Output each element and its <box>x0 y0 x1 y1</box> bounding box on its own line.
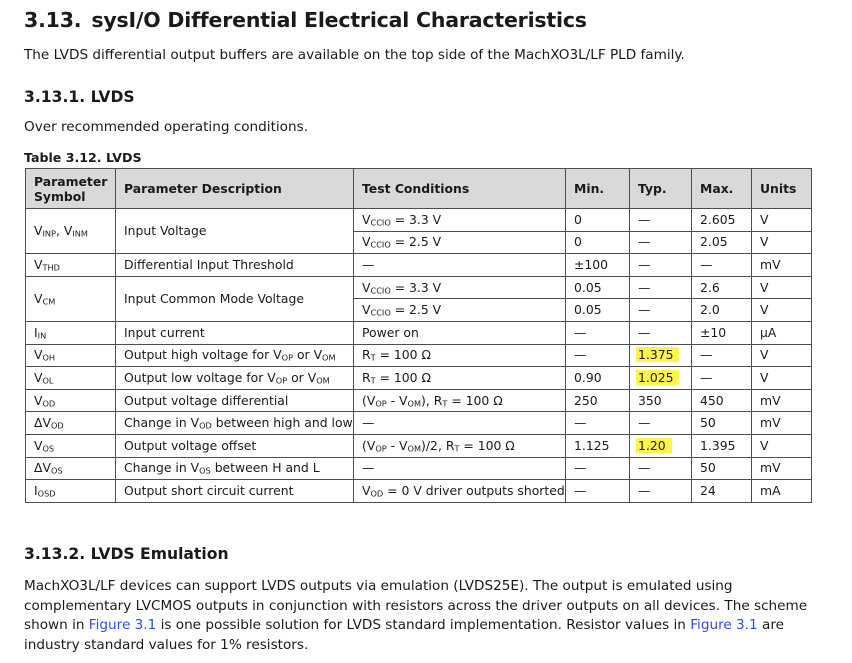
symbol-cell: $V_{OS}$ <box>26 434 116 457</box>
min-cell: — <box>566 344 630 367</box>
typ-cell: — <box>630 299 692 322</box>
table-row <box>26 254 812 277</box>
intro-text: The LVDS differential output buffers are available on the top side of the MachXO3L/LF PLD family. <box>24 47 685 63</box>
units-cell: V <box>752 209 812 232</box>
typ-cell: — <box>630 480 692 503</box>
units-cell: mA <box>752 480 812 503</box>
max-cell: — <box>692 254 752 277</box>
section-title: sysI/O Differential Electrical Characteristics <box>91 8 587 32</box>
min-cell: 0.05 <box>566 299 630 322</box>
description-cell: Change in $V_{OS}$ between H and L <box>116 457 354 480</box>
typ-cell: 350 <box>630 389 692 412</box>
paragraph-line: shown in Figure 3.1 is one possible solution for LVDS standard implementation. Resistor values in Figure 3.1 are <box>24 617 784 634</box>
min-cell: ±100 <box>566 254 630 277</box>
conditions-cell: $R_T = 100$ Ω <box>354 344 566 367</box>
units-cell: V <box>752 299 812 322</box>
typ-cell <box>630 344 692 367</box>
conditions-cell: $(V_{OP} - V_{OM})/2$, $R_T = 100$ Ω <box>354 434 566 457</box>
units-cell: μA <box>752 321 812 344</box>
description-cell: Input current <box>116 321 354 344</box>
min-cell: — <box>566 480 630 503</box>
description-cell: Input Voltage <box>116 209 354 254</box>
symbol-cell: $\Delta V_{OD}$ <box>26 412 116 435</box>
paragraph-line: MachXO3L/LF devices can support LVDS outputs via emulation (LVDS25E). The output is emulated using <box>24 578 733 594</box>
description-cell: Output short circuit current <box>116 480 354 503</box>
conditions-cell: $V_{CCIO} = 2.5$ V <box>354 231 566 254</box>
typ-cell: — <box>630 254 692 277</box>
header-max: Max. <box>692 169 752 209</box>
units-cell: V <box>752 367 812 390</box>
table-row <box>26 276 812 299</box>
conditions-cell: — <box>354 412 566 435</box>
table-row <box>26 434 812 457</box>
units-cell: V <box>752 231 812 254</box>
min-cell: — <box>566 457 630 480</box>
min-cell: 0 <box>566 231 630 254</box>
min-cell: 0.90 <box>566 367 630 390</box>
units-cell: V <box>752 344 812 367</box>
max-cell: 2.05 <box>692 231 752 254</box>
symbol-cell: $V_{OL}$ <box>26 367 116 390</box>
header-symbol: Parameter Symbol <box>26 169 116 209</box>
section-heading <box>24 8 587 32</box>
figure-3-1-link[interactable]: Figure 3.1 <box>88 617 157 634</box>
units-cell: mV <box>752 389 812 412</box>
max-cell: 2.605 <box>692 209 752 232</box>
highlighted-value: 1.025 <box>636 370 679 385</box>
max-cell: ±10 <box>692 321 752 344</box>
header-typ: Typ. <box>630 169 692 209</box>
subsection-emulation-title: 3.13.2. LVDS Emulation <box>24 545 229 563</box>
table-caption: Table 3.12. LVDS <box>24 150 142 165</box>
max-cell: 2.0 <box>692 299 752 322</box>
symbol-cell: $V_{THD}$ <box>26 254 116 277</box>
conditions-cell: $V_{OD} = 0$ V driver outputs shorted <box>354 480 566 503</box>
conditions-cell: $(V_{OP} - V_{OM})$, $R_T = 100$ Ω <box>354 389 566 412</box>
typ-cell: — <box>630 412 692 435</box>
min-cell: 0.05 <box>566 276 630 299</box>
table-row <box>26 367 812 390</box>
units-cell: V <box>752 434 812 457</box>
table-row <box>26 480 812 503</box>
emulation-paragraph <box>24 577 824 655</box>
header-units: Units <box>752 169 812 209</box>
min-cell: — <box>566 321 630 344</box>
conditions-cell: — <box>354 254 566 277</box>
highlighted-value: 1.20 <box>636 438 672 453</box>
min-cell: 0 <box>566 209 630 232</box>
typ-cell: — <box>630 321 692 344</box>
figure-3-1-link[interactable]: Figure 3.1 <box>690 617 758 634</box>
description-cell: Output voltage offset <box>116 434 354 457</box>
min-cell: 1.125 <box>566 434 630 457</box>
table-header-row <box>26 169 812 209</box>
max-cell: 24 <box>692 480 752 503</box>
description-cell: Differential Input Threshold <box>116 254 354 277</box>
table-row <box>26 344 812 367</box>
max-cell: 450 <box>692 389 752 412</box>
subsection-lvds-title: 3.13.1. LVDS <box>24 88 135 106</box>
typ-cell <box>630 367 692 390</box>
units-cell: mV <box>752 412 812 435</box>
symbol-cell: $I_{OSD}$ <box>26 480 116 503</box>
max-cell: — <box>692 367 752 390</box>
description-cell: Change in $V_{OD}$ between high and low <box>116 412 354 435</box>
conditions-cell: — <box>354 457 566 480</box>
table-row <box>26 209 812 232</box>
table-row <box>26 457 812 480</box>
symbol-cell: $V_{OD}$ <box>26 389 116 412</box>
conditions-cell: $V_{CCIO} = 2.5$ V <box>354 299 566 322</box>
max-cell: 1.395 <box>692 434 752 457</box>
min-cell: 250 <box>566 389 630 412</box>
typ-cell: — <box>630 457 692 480</box>
typ-cell: — <box>630 209 692 232</box>
table-row <box>26 412 812 435</box>
symbol-cell: $V_{OH}$ <box>26 344 116 367</box>
description-cell: Output voltage differential <box>116 389 354 412</box>
table-row <box>26 321 812 344</box>
highlighted-value: 1.375 <box>636 347 679 362</box>
symbol-cell: $V_{INP}$, $V_{INM}$ <box>26 209 116 254</box>
symbol-cell: $V_{CM}$ <box>26 276 116 321</box>
description-cell: Input Common Mode Voltage <box>116 276 354 321</box>
conditions-cell: $V_{CCIO} = 3.3$ V <box>354 276 566 299</box>
typ-cell: — <box>630 276 692 299</box>
operating-conditions-text: Over recommended operating conditions. <box>24 119 309 135</box>
paragraph-line: complementary LVCMOS outputs in conjunction with resistors across the driver outputs on all devices. The scheme <box>24 597 808 614</box>
conditions-cell: $R_T = 100$ Ω <box>354 367 566 390</box>
paragraph-line: industry standard values for 1% resistors. <box>24 636 309 653</box>
units-cell: mV <box>752 457 812 480</box>
max-cell: — <box>692 344 752 367</box>
description-cell: Output low voltage for $V_{OP}$ or $V_{OM}$ <box>116 367 354 390</box>
min-cell: — <box>566 412 630 435</box>
header-description: Parameter Description <box>116 169 354 209</box>
units-cell: V <box>752 276 812 299</box>
units-cell: mV <box>752 254 812 277</box>
max-cell: 50 <box>692 457 752 480</box>
header-conditions: Test Conditions <box>354 169 566 209</box>
table-row <box>26 389 812 412</box>
symbol-cell: $\Delta V_{OS}$ <box>26 457 116 480</box>
typ-cell <box>630 434 692 457</box>
symbol-cell: $I_{IN}$ <box>26 321 116 344</box>
typ-cell: — <box>630 231 692 254</box>
header-min: Min. <box>566 169 630 209</box>
lvds-table <box>25 168 812 503</box>
description-cell: Output high voltage for $V_{OP}$ or $V_{OM}$ <box>116 344 354 367</box>
max-cell: 50 <box>692 412 752 435</box>
section-number: 3.13. <box>24 8 82 32</box>
max-cell: 2.6 <box>692 276 752 299</box>
conditions-cell: $V_{CCIO} = 3.3$ V <box>354 209 566 232</box>
conditions-cell: Power on <box>354 321 566 344</box>
